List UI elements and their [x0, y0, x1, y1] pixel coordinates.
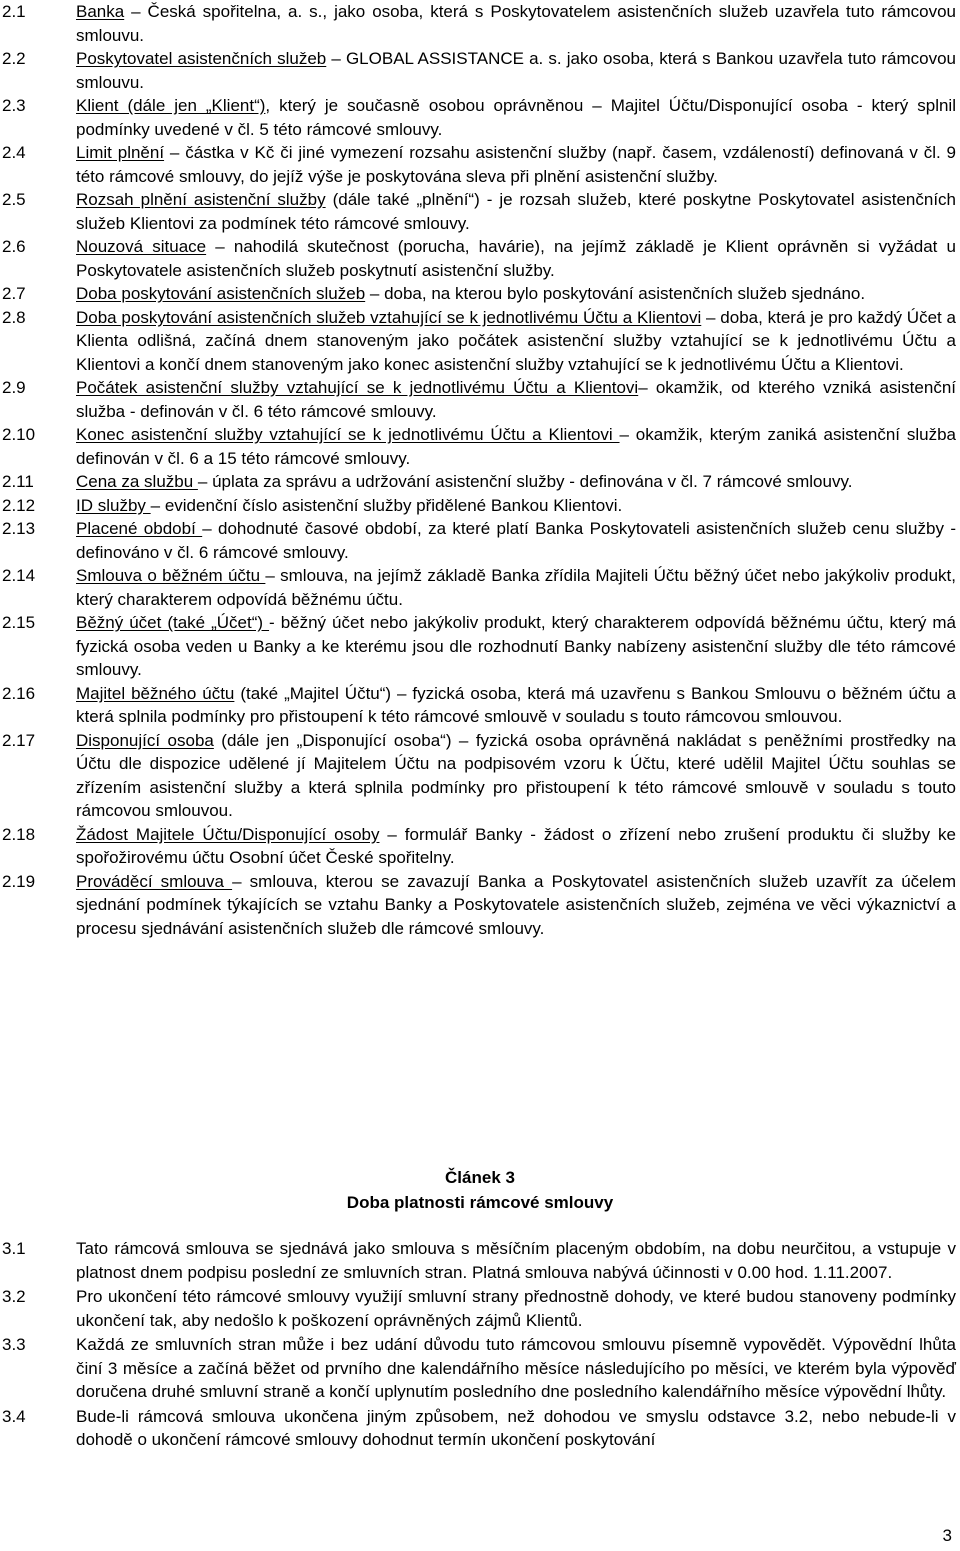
- item-number: 2.4: [2, 143, 26, 162]
- item-number: 2.3: [2, 96, 26, 115]
- item-number: 2.14: [2, 566, 36, 585]
- defined-term: Doba poskytování asistenčních služeb vztahující se k jednotlivému Účtu a Klientovi: [76, 307, 702, 327]
- definition-item: [0, 564, 960, 611]
- defined-term: Žádost Majitele Účtu/Disponující osoby: [76, 824, 380, 844]
- item-number: 2.16: [2, 683, 36, 703]
- item-number: 2.13: [2, 519, 36, 538]
- item-number: 2.10: [2, 425, 36, 444]
- item-number: 2.19: [2, 871, 36, 891]
- definition-item: [0, 141, 960, 188]
- item-number: 3.1: [2, 1239, 26, 1258]
- article-label: Článek 3: [445, 1168, 515, 1187]
- definition-text: (dále také „plnění“) - je rozsah služeb, které poskytne Poskytovatel asistenčních služeb Klientovi za podmínek této rámcové smlouvy.: [76, 190, 957, 233]
- item-number: 2.5: [2, 190, 26, 209]
- item-number: 2.6: [2, 237, 26, 256]
- definition-item: [0, 235, 960, 282]
- definition-text: – dohodnuté časové období, za které platí Banka Poskytovateli asistenčních služeb cenu služby - definováno v čl. 6 rámcové smlouvy.: [76, 519, 956, 562]
- definition-item: [0, 682, 960, 729]
- defined-term: Poskytovatel asistenčních služeb: [76, 49, 327, 68]
- definition-text: – Česká spořitelna, a. s., jako osoba, která s Poskytovatelem asistenčních služeb uzavřela tuto rámcovou smlouvu.: [76, 2, 956, 45]
- article-heading: [0, 1165, 960, 1215]
- definition-text: – úplata za správu a udržování asistenční služby - definována v čl. 7 rámcové smlouvy.: [197, 472, 853, 491]
- defined-term: Doba poskytování asistenčních služeb: [76, 284, 366, 303]
- definition-item: [0, 823, 960, 870]
- defined-term: Majitel běžného účtu: [76, 683, 235, 703]
- article-clauses: [0, 1237, 960, 1453]
- item-number: 2.2: [2, 49, 26, 68]
- definition-item: [0, 494, 960, 518]
- definition-text: – smlouva, na jejímž základě Banka zřídila Majiteli Účtu běžný účet nebo jakýkoliv produkt, který charakterem odpovídá běžnému účtu.: [76, 566, 956, 609]
- article-title: Doba platnosti rámcové smlouvy: [346, 1193, 614, 1212]
- definition-text: – nahodilá skutečnost (porucha, havárie), na jejímž základě je Klient oprávněn si vyžádat u Poskytovatele asistenčních služeb poskytnutí asistenční služby.: [76, 237, 956, 280]
- item-number: 3.4: [2, 1406, 26, 1426]
- item-number: 3.3: [2, 1335, 26, 1354]
- definition-text: – okamžik, kterým zaniká asistenční služba definován v čl. 6 a 15 této rámcové smlouvy.: [76, 425, 956, 468]
- definition-item: [0, 423, 960, 470]
- defined-term: Smlouva o běžném účtu: [76, 566, 266, 585]
- item-number: 3.2: [2, 1287, 26, 1306]
- item-number: 2.8: [2, 307, 26, 327]
- item-number: 2.1: [2, 2, 26, 21]
- definition-item: [0, 47, 960, 94]
- clause-text: Pro ukončení této rámcové smlouvy využijí smluvní strany přednostně dohody, ve které budou stanoveny podmínky ukončení tak, aby nedošlo k poškození oprávněných zájmů Klientů.: [76, 1287, 956, 1330]
- defined-term: ID služby: [76, 495, 151, 515]
- definition-text: (dále jen „Disponující osoba“) – fyzická osoba oprávněná nakládat s peněžními prostředky na Účtu dle dispozice udělené jí Majitelem Účtu na podpisovém vzoru k Účtu, které udělil Majitel Účtu souhlas se zřízením asistenční služby a která splnila podmínky pro přistoupení k této rámcové smlouvě v souladu s touto rámcovou smlouvou.: [76, 730, 956, 820]
- defined-term: Cena za službu: [76, 472, 198, 491]
- clause-text: Tato rámcová smlouva se sjednává jako smlouva s měsíčním placeným obdobím, na dobu neurčitou, a vstupuje v platnost dnem podpisu poslední ze smluvních stran. Platná smlouva nabývá účinnosti v 0.00 hod. 1.11.2007.: [76, 1239, 956, 1282]
- defined-term: Placené období: [76, 519, 203, 538]
- definition-text: – smlouva, kterou se zavazují Banka a Poskytovatel asistenčních služeb uzavřít za účelem sjednání podmínek týkajících se vztahu Banky a Poskytovatele asistenčních služeb, zejména ve věci výkaznictví a procesu sjednávání asistenčních služeb dle rámcové smlouvy.: [76, 871, 957, 938]
- definition-text: - běžný účet nebo jakýkoliv produkt, který charakterem odpovídá běžnému účtu, který má fyzická osoba veden u Banky a ke kterému jsou dle rozhodnutí Banky nabízeny asistenční služby dle této rámcové smlouvy.: [76, 613, 956, 679]
- definition-item: [0, 517, 960, 564]
- definition-item: [0, 306, 960, 377]
- clause-text: Každá ze smluvních stran může i bez udání důvodu tuto rámcovou smlouvu písemně vypovědět. Výpovědní lhůta činí 3 měsíce a začíná běžet od prvního dne kalendářního měsíce následujícího po měsíci, ve kterém byla výpověď doručena druhé smluvní straně a končí uplynutím posledního dne posledního kalendářního měsíce výpovědní lhůty.: [76, 1335, 956, 1401]
- defined-term: Klient (dále jen „Klient“): [76, 96, 266, 115]
- definition-text: – okamžik, od kterého vzniká asistenční služba - definován v čl. 6 této rámcové smlouvy.: [76, 378, 956, 421]
- definition-item: [0, 94, 960, 141]
- definition-item: [0, 0, 960, 47]
- definition-item: [0, 470, 960, 494]
- definition-text: – GLOBAL ASSISTANCE a. s. jako osoba, která s Bankou uzavřela tuto rámcovou smlouvu.: [76, 49, 956, 92]
- item-number: 2.9: [2, 378, 26, 397]
- defined-term: Disponující osoba: [76, 730, 214, 750]
- defined-term: Banka: [76, 2, 125, 21]
- definition-text: , který je současně osobou oprávněnou – Majitel Účtu/Disponující osoba - který splnil podmínky uvedené v čl. 5 této rámcové smlouvy.: [76, 96, 956, 139]
- definition-text: (také „Majitel Účtu“) – fyzická osoba, která má uzavřenu s Bankou Smlouvu o běžném účtu a která splnila podmínky pro přistoupení k této rámcové smlouvě v souladu s touto rámcovou smlouvou.: [76, 683, 956, 726]
- definition-text: – formulář Banky - žádost o zřízení nebo zrušení produktu či služby ke spořožirovému účtu Osobní účet České spořitelny.: [76, 824, 956, 867]
- definition-text: – částka v Kč či jiné vymezení rozsahu asistenční služby (např. časem, vzdáleností) definovaná v čl. 9 této rámcové smlouvy, do jejíž výše je poskytována sleva při plnění asistenční služby.: [76, 143, 956, 186]
- clause-item: [0, 1237, 960, 1284]
- defined-term: Počátek asistenční služby vztahující se k jednotlivému Účtu a Klientovi: [76, 378, 639, 397]
- clause-item: [0, 1333, 960, 1404]
- clause-item: [0, 1285, 960, 1332]
- page-number: 3: [942, 1526, 952, 1545]
- defined-term: Prováděcí smlouva: [76, 871, 233, 891]
- definition-item: [0, 188, 960, 235]
- definition-text: – doba, která je pro každý Účet a Klienta odlišná, začíná dnem stanoveným jako počátek asistenční služby vztahující se k jednotlivému Účtu a Klientovi a končí dnem stanoveným jako konec asistenční služby vztahující se k jednotlivému Účtu a Klientovi.: [76, 307, 956, 374]
- definition-text: – doba, na kterou bylo poskytování asistenčních služeb sjednáno.: [365, 284, 866, 303]
- definition-item: [0, 376, 960, 423]
- item-number: 2.11: [2, 472, 34, 491]
- item-number: 2.15: [2, 613, 36, 632]
- definition-item: [0, 282, 960, 306]
- definition-item: [0, 870, 960, 941]
- defined-term: Nouzová situace: [76, 237, 207, 256]
- clause-item: [0, 1405, 960, 1452]
- definition-text: – evidenční číslo asistenční služby přidělené Bankou Klientovi.: [150, 495, 623, 515]
- defined-term: Konec asistenční služby vztahující se k jednotlivému Účtu a Klientovi: [76, 425, 620, 444]
- defined-term: Rozsah plnění asistenční služby: [76, 190, 326, 209]
- definition-item: [0, 729, 960, 823]
- item-number: 2.18: [2, 824, 36, 844]
- defined-term: Běžný účet (také „Účet“): [76, 613, 270, 632]
- item-number: 2.12: [2, 495, 36, 515]
- defined-term: Limit plnění: [76, 143, 165, 162]
- item-number: 2.17: [2, 730, 36, 750]
- definition-item: [0, 611, 960, 682]
- clause-text: Bude-li rámcová smlouva ukončena jiným způsobem, než dohodou ve smyslu odstavce 3.2, nebo nebude-li v dohodě o ukončení rámcové smlouvy dohodnut termín ukončení poskytování: [76, 1406, 956, 1449]
- item-number: 2.7: [2, 284, 26, 303]
